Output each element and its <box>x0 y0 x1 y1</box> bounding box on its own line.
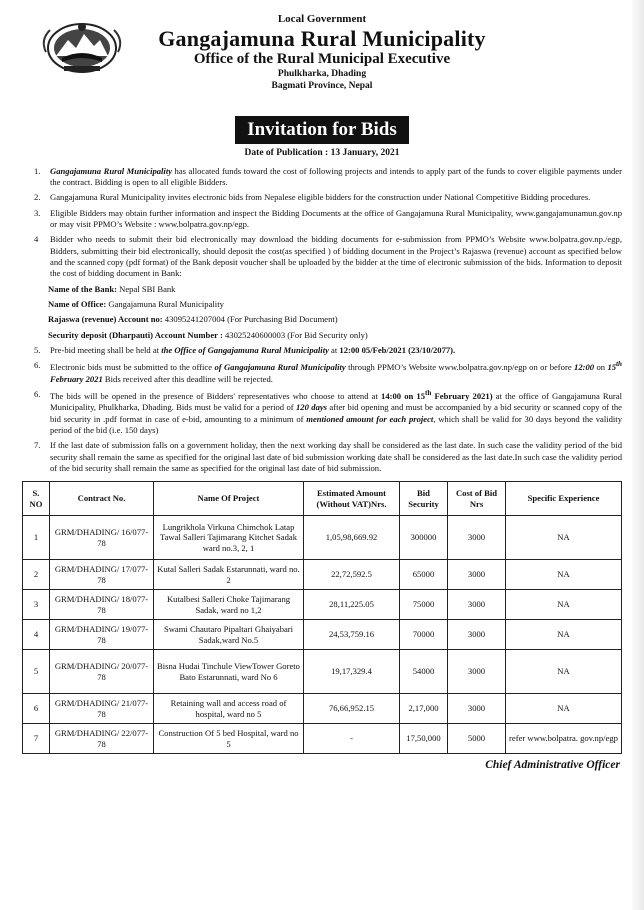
clause-superscript: th <box>616 360 622 369</box>
clause-segment: February 2021) <box>431 390 493 401</box>
clause <box>24 166 622 189</box>
clause-text <box>50 166 622 189</box>
clause-superscript: th <box>425 388 432 397</box>
clause-text <box>50 389 622 436</box>
table-cell: NA <box>506 516 622 560</box>
table-cell: GRM/DHADING/ 18/077-78 <box>50 590 154 620</box>
table-cell: Lungrikhola Virkuna Chimchok Latap Tawal Salleri Tajimarang Kitchet Sadak ward no.3, 2, 1 <box>154 516 304 560</box>
clause-segment: 15 <box>607 362 617 373</box>
column-header: S. NO <box>23 482 50 516</box>
table-row <box>23 650 622 694</box>
clause <box>24 389 622 436</box>
table-row <box>23 560 622 590</box>
clause-segment: Electronic bids must be submitted to the office <box>50 362 215 373</box>
table-cell: GRM/DHADING/ 21/077-78 <box>50 694 154 724</box>
table-cell: 3000 <box>448 590 506 620</box>
local-government-label: Local Government <box>277 13 367 25</box>
table-header-row <box>23 482 622 516</box>
table-cell: 2,17,000 <box>400 694 448 724</box>
table-cell: NA <box>506 650 622 694</box>
clause-segment: at the office of Gangajamuna Rural Municipality, Phulkharka, Dhading. Bids must be valid for a period of <box>50 390 622 413</box>
address-line-1: Phulkharka, Dhading <box>277 69 367 80</box>
clause-number: 6. <box>34 360 41 371</box>
letterhead <box>22 12 622 110</box>
table-cell: 3000 <box>448 620 506 650</box>
table-cell: 75000 <box>400 590 448 620</box>
table-row <box>23 724 622 754</box>
bank-value: Nepal SBI Bank <box>117 283 176 294</box>
table-body <box>23 516 622 754</box>
clause-segment: 12:00 05/Feb/2021 (23/10/2077). <box>339 345 456 356</box>
table-cell: 7 <box>23 724 50 754</box>
table-cell: NA <box>506 694 622 724</box>
table-cell: Bisna Hudai Tinchule ViewTower Goreto Bato Estarunnati, ward No 6 <box>154 650 304 694</box>
publication-date: Date of Publication : 13 January, 2021 <box>244 148 400 159</box>
table-cell: 3000 <box>448 650 506 694</box>
table-cell: refer www.bolpatra. gov.np/egp <box>506 724 622 754</box>
bank-value: 43025240600003 (For Bid Security only) <box>222 329 368 340</box>
column-header: Contract No. <box>50 482 154 516</box>
bank-line <box>48 284 622 295</box>
projects-table <box>22 481 622 754</box>
clause-segment: on <box>594 362 608 373</box>
clause-number: 3. <box>34 207 41 218</box>
clause-segment: the Office of Gangajamuna Rural Municipality <box>161 345 329 356</box>
table-cell: Retaining wall and access road of hospital, ward no 5 <box>154 694 304 724</box>
clause-text <box>50 345 622 356</box>
table-cell: 3 <box>23 590 50 620</box>
table-cell: 19,17,329.4 <box>304 650 400 694</box>
table-cell: GRM/DHADING/ 17/077-78 <box>50 560 154 590</box>
clause-segment: February 2021 <box>50 373 103 384</box>
bank-value: 43095241207004 (For Purchasing Bid Document) <box>162 314 338 325</box>
clause <box>24 234 622 279</box>
clause-number: 6. <box>34 388 41 399</box>
clause-segment: The bids will be opened in the presence of Bidders' representatives who choose to attend at <box>50 390 382 401</box>
clause-text <box>50 208 622 231</box>
banner-wrap <box>22 116 622 144</box>
clauses-list <box>22 166 622 280</box>
clause-segment: 120 days <box>296 402 328 413</box>
clause-text <box>50 360 622 385</box>
clause-segment: after bid opening and must be accompanied by a bid security or scanned copy of the bid security in .pdf format in case of e-bid, amounting to a minimum of <box>50 402 622 424</box>
table-row <box>23 694 622 724</box>
clause <box>24 345 622 356</box>
table-cell: GRM/DHADING/ 19/077-78 <box>50 620 154 650</box>
table-row <box>23 620 622 650</box>
clause-segment: 14:00 on 15 <box>381 390 426 401</box>
table-cell: 54000 <box>400 650 448 694</box>
bank-line <box>48 330 622 341</box>
clause-segment: Bids received after this deadline will be rejected. <box>102 373 273 384</box>
column-header: Specific Experience <box>506 482 622 516</box>
table-cell: Kutal Salleri Sadak Estarunnati, ward no. 2 <box>154 560 304 590</box>
table-cell: Construction Of 5 bed Hospital, ward no 5 <box>154 724 304 754</box>
clause <box>24 208 622 231</box>
table-row <box>23 516 622 560</box>
clause-segment: Pre-bid meeting shall be held at <box>50 345 162 356</box>
clause-segment: 12:00 <box>574 362 595 373</box>
table-cell: 24,53,759.16 <box>304 620 400 650</box>
bank-label: Security deposit (Dharpauti) Account Number : <box>48 329 223 340</box>
clause-number: 5. <box>34 345 41 356</box>
clauses-list-continued <box>22 345 622 474</box>
table-cell: 70000 <box>400 620 448 650</box>
page-edge-shadow <box>630 0 644 910</box>
clause-segment: has allocated funds toward the cost of following projects and intends to apply part of the funds to cover eligible payments under the contract. Bidding is open to all eligible Bidders. <box>50 165 622 187</box>
table-cell: 65000 <box>400 560 448 590</box>
invitation-banner: Invitation for Bids <box>235 116 409 144</box>
signature-title: Chief Administrative Officer <box>485 759 620 772</box>
table-cell: 3000 <box>448 560 506 590</box>
table-cell: GRM/DHADING/ 22/077-78 <box>50 724 154 754</box>
clause <box>24 440 622 474</box>
table-cell: 22,72,592.5 <box>304 560 400 590</box>
table-cell: - <box>304 724 400 754</box>
clause-segment: Gangajamuna Rural Municipality <box>50 165 173 176</box>
table-cell: 17,50,000 <box>400 724 448 754</box>
clause-segment: mentioned amount for each project <box>306 413 434 424</box>
clause-text <box>50 440 622 474</box>
bank-label: Name of Office: <box>48 299 107 310</box>
table-cell: Kutalbesi Salleri Choke Tajimarang Sadak, ward no 1,2 <box>154 590 304 620</box>
clause <box>24 192 622 203</box>
table-cell: Swami Chautaro Pipaltari Ghaiyabari Sadak,ward No.5 <box>154 620 304 650</box>
clause-segment: Gangajamuna Rural Municipality invites electronic bids from Nepalese eligible bidders for the construction under National Competitive Bidding procedures. <box>50 192 591 203</box>
table-cell: 2 <box>23 560 50 590</box>
table-cell: 4 <box>23 620 50 650</box>
column-header: Cost of Bid Nrs <box>448 482 506 516</box>
office-name: Office of the Rural Municipal Executive <box>193 50 451 67</box>
table-cell: 28,11,225.05 <box>304 590 400 620</box>
table-cell: 1 <box>23 516 50 560</box>
column-header: Estimated Amount (Without VAT)Nrs. <box>304 482 400 516</box>
bank-label: Rajaswa (revenue) Account no: <box>48 314 163 325</box>
clause-text <box>50 234 622 279</box>
table-cell: 3000 <box>448 516 506 560</box>
clause-segment: Eligible Bidders may obtain further information and inspect the Bidding Documents at the office of Gangajamuna Rural Municipality, www.gangajamunamun.gov.np or may visit PPMO’s Website : www.bolpatra.gov.np/egp. <box>50 207 622 229</box>
bank-line <box>48 299 622 310</box>
table-row <box>23 590 622 620</box>
bank-details <box>22 284 622 341</box>
clause-segment: Bidder who needs to submit their bid electronically may download the bidding documents for e-submission from PPMO’s Website www.bolpatra.gov.np./egp, Bidders, submitting their bid electronically, should deposit the cost(as specified ) of bidding document in the Project’s Rajaswa (revenue) account as specified below and the scanned copy (pdf format) of the Bank deposit voucher shall be uploaded by the bidder at the time of electronic submission of the bids. Information to deposit the cost of bidding document in Bank: <box>50 234 622 279</box>
table-cell: GRM/DHADING/ 20/077-78 <box>50 650 154 694</box>
table-cell: 5 <box>23 650 50 694</box>
municipality-name: Gangajamuna Rural Municipality <box>158 25 486 51</box>
table-cell: NA <box>506 620 622 650</box>
table-cell: 5000 <box>448 724 506 754</box>
table-cell: 6 <box>23 694 50 724</box>
clause-number: 7. <box>34 440 41 451</box>
clause-number: 2. <box>34 192 41 203</box>
clause-segment: , which shall be valid for 30 days beyond the validity period of the bid (i.e. 150 days) <box>50 413 622 435</box>
table-cell: GRM/DHADING/ 16/077-78 <box>50 516 154 560</box>
nepal-emblem-icon <box>38 18 126 76</box>
bank-line <box>48 314 622 325</box>
clause <box>24 360 622 385</box>
clause-number: 4 <box>34 234 39 245</box>
clause-segment: If the last date of submission falls on a government holiday, then the next working day shall be considered as the last date. In such case the validity period of the bid security shall remain the same as specified for the original last date of bid submission working date shall be considered as the last date.In such case the validity period of the bid security shall remain the same as specified for the original last date of bid submission. <box>50 440 622 473</box>
clause-segment: through PPMO’s Website www.bolpatra.gov.np/egp on or before <box>345 362 575 373</box>
column-header: Bid Security <box>400 482 448 516</box>
clause-text <box>50 192 622 203</box>
table-cell: NA <box>506 590 622 620</box>
table-cell: 76,66,952.15 <box>304 694 400 724</box>
table-cell: 1,05,98,669.92 <box>304 516 400 560</box>
bank-value: Gangajamuna Rural Municipality <box>106 299 224 310</box>
table-cell: 300000 <box>400 516 448 560</box>
clause-segment: of Gangajamuna Rural Municipality <box>214 362 346 373</box>
bank-label: Name of the Bank: <box>48 283 117 294</box>
column-header: Name Of Project <box>154 482 304 516</box>
table-cell: 3000 <box>448 694 506 724</box>
clause-number: 1. <box>34 165 41 176</box>
clause-segment: at <box>328 345 340 356</box>
address-line-2: Bagmati Province, Nepal <box>271 80 373 91</box>
table-cell: NA <box>506 560 622 590</box>
